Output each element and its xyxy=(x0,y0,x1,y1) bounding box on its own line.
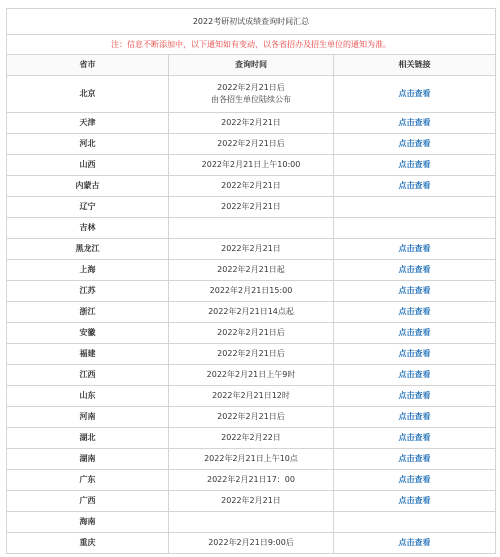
table-row xyxy=(7,344,496,365)
link-cell xyxy=(334,197,496,218)
view-link[interactable]: 点击查看 xyxy=(398,454,431,463)
province-cell: 山东 xyxy=(7,386,169,407)
view-link[interactable]: 点击查看 xyxy=(398,475,431,484)
query-time-cell: 2022年2月21日起 xyxy=(169,260,334,281)
table-row xyxy=(7,155,496,176)
schedule-table xyxy=(6,8,496,554)
query-time-cell: 2022年2月21日 xyxy=(169,176,334,197)
query-time-cell xyxy=(169,512,334,533)
view-link[interactable]: 点击查看 xyxy=(398,412,431,421)
view-link[interactable]: 点击查看 xyxy=(398,349,431,358)
query-time-cell: 2022年2月21日上午9时 xyxy=(169,365,334,386)
view-link[interactable]: 点击查看 xyxy=(398,328,431,337)
query-time-cell xyxy=(169,76,334,113)
query-time-cell: 2022年2月21日 xyxy=(169,197,334,218)
province-cell: 黑龙江 xyxy=(7,239,169,260)
query-time-cell: 2022年2月21日后 xyxy=(169,134,334,155)
link-cell xyxy=(334,365,496,386)
title-row xyxy=(7,9,496,35)
schedule-table-body xyxy=(7,9,496,554)
view-link[interactable]: 点击查看 xyxy=(398,244,431,253)
province-cell: 江苏 xyxy=(7,281,169,302)
table-row xyxy=(7,197,496,218)
view-link[interactable]: 点击查看 xyxy=(398,118,431,127)
province-cell: 江西 xyxy=(7,365,169,386)
link-cell xyxy=(334,239,496,260)
link-cell xyxy=(334,407,496,428)
view-link[interactable]: 点击查看 xyxy=(398,433,431,442)
province-cell: 安徽 xyxy=(7,323,169,344)
query-time-cell: 2022年2月21日9:00后 xyxy=(169,533,334,554)
link-cell xyxy=(334,344,496,365)
link-cell xyxy=(334,533,496,554)
query-time-cell: 2022年2月21日上午10点 xyxy=(169,449,334,470)
table-row xyxy=(7,176,496,197)
header-time: 查询时间 xyxy=(169,55,334,76)
link-cell xyxy=(334,302,496,323)
province-cell: 辽宁 xyxy=(7,197,169,218)
link-cell xyxy=(334,76,496,113)
query-time-cell: 2022年2月21日15:00 xyxy=(169,281,334,302)
view-link[interactable]: 点击查看 xyxy=(398,391,431,400)
link-cell xyxy=(334,512,496,533)
table-row xyxy=(7,512,496,533)
view-link[interactable]: 点击查看 xyxy=(398,89,431,98)
link-cell xyxy=(334,491,496,512)
view-link[interactable]: 点击查看 xyxy=(398,181,431,190)
link-cell xyxy=(334,134,496,155)
table-row xyxy=(7,76,496,113)
query-time-cell: 2022年2月21日12时 xyxy=(169,386,334,407)
link-cell xyxy=(334,428,496,449)
view-link[interactable]: 点击查看 xyxy=(398,538,431,547)
table-row xyxy=(7,302,496,323)
query-time-cell xyxy=(169,218,334,239)
view-link[interactable]: 点击查看 xyxy=(398,265,431,274)
link-cell xyxy=(334,449,496,470)
query-time-cell: 2022年2月22日 xyxy=(169,428,334,449)
province-cell: 湖北 xyxy=(7,428,169,449)
province-cell: 浙江 xyxy=(7,302,169,323)
notice-text: 注：信息不断添加中，以下通知如有变动，以各省招办及招生单位的通知为准。 xyxy=(7,35,496,55)
table-row xyxy=(7,449,496,470)
view-link[interactable]: 点击查看 xyxy=(398,496,431,505)
province-cell: 上海 xyxy=(7,260,169,281)
link-cell xyxy=(334,176,496,197)
query-time-line: 2022年2月21日后 xyxy=(217,83,285,92)
table-row xyxy=(7,428,496,449)
view-link[interactable]: 点击查看 xyxy=(398,286,431,295)
view-link[interactable]: 点击查看 xyxy=(398,307,431,316)
province-cell: 福建 xyxy=(7,344,169,365)
link-cell xyxy=(334,260,496,281)
province-cell: 湖南 xyxy=(7,449,169,470)
table-row xyxy=(7,407,496,428)
query-time-cell: 2022年2月21日 xyxy=(169,113,334,134)
province-cell: 广西 xyxy=(7,491,169,512)
province-cell: 广东 xyxy=(7,470,169,491)
link-cell xyxy=(334,155,496,176)
view-link[interactable]: 点击查看 xyxy=(398,139,431,148)
table-row xyxy=(7,239,496,260)
table-row xyxy=(7,218,496,239)
query-time-cell: 2022年2月21日后 xyxy=(169,407,334,428)
query-time-cell: 2022年2月21日14点起 xyxy=(169,302,334,323)
table-row xyxy=(7,365,496,386)
province-cell: 北京 xyxy=(7,76,169,113)
header-link: 相关链接 xyxy=(334,55,496,76)
note-row xyxy=(7,35,496,55)
view-link[interactable]: 点击查看 xyxy=(398,160,431,169)
province-cell: 内蒙古 xyxy=(7,176,169,197)
table-row xyxy=(7,260,496,281)
province-cell: 重庆 xyxy=(7,533,169,554)
query-time-note: 由各招生单位陆续公布 xyxy=(211,95,291,104)
table-row xyxy=(7,386,496,407)
link-cell xyxy=(334,281,496,302)
table-row xyxy=(7,113,496,134)
link-cell xyxy=(334,470,496,491)
province-cell: 河北 xyxy=(7,134,169,155)
link-cell xyxy=(334,218,496,239)
query-time-cell: 2022年2月21日17：00 xyxy=(169,470,334,491)
query-time-cell: 2022年2月21日 xyxy=(169,239,334,260)
header-province: 省市 xyxy=(7,55,169,76)
header-row xyxy=(7,55,496,76)
table-row xyxy=(7,470,496,491)
query-time-cell: 2022年2月21日后 xyxy=(169,344,334,365)
province-cell: 山西 xyxy=(7,155,169,176)
table-row xyxy=(7,323,496,344)
table-row xyxy=(7,491,496,512)
table-row xyxy=(7,533,496,554)
link-cell xyxy=(334,323,496,344)
table-title: 2022考研初试成绩查询时间汇总 xyxy=(7,9,496,35)
link-cell xyxy=(334,386,496,407)
province-cell: 海南 xyxy=(7,512,169,533)
link-cell xyxy=(334,113,496,134)
schedule-table-wrapper xyxy=(6,8,495,554)
view-link[interactable]: 点击查看 xyxy=(398,370,431,379)
province-cell: 吉林 xyxy=(7,218,169,239)
query-time-cell: 2022年2月21日后 xyxy=(169,323,334,344)
table-row xyxy=(7,281,496,302)
province-cell: 天津 xyxy=(7,113,169,134)
table-row xyxy=(7,134,496,155)
query-time-cell: 2022年2月21日 xyxy=(169,491,334,512)
query-time-cell: 2022年2月21日上午10:00 xyxy=(169,155,334,176)
province-cell: 河南 xyxy=(7,407,169,428)
